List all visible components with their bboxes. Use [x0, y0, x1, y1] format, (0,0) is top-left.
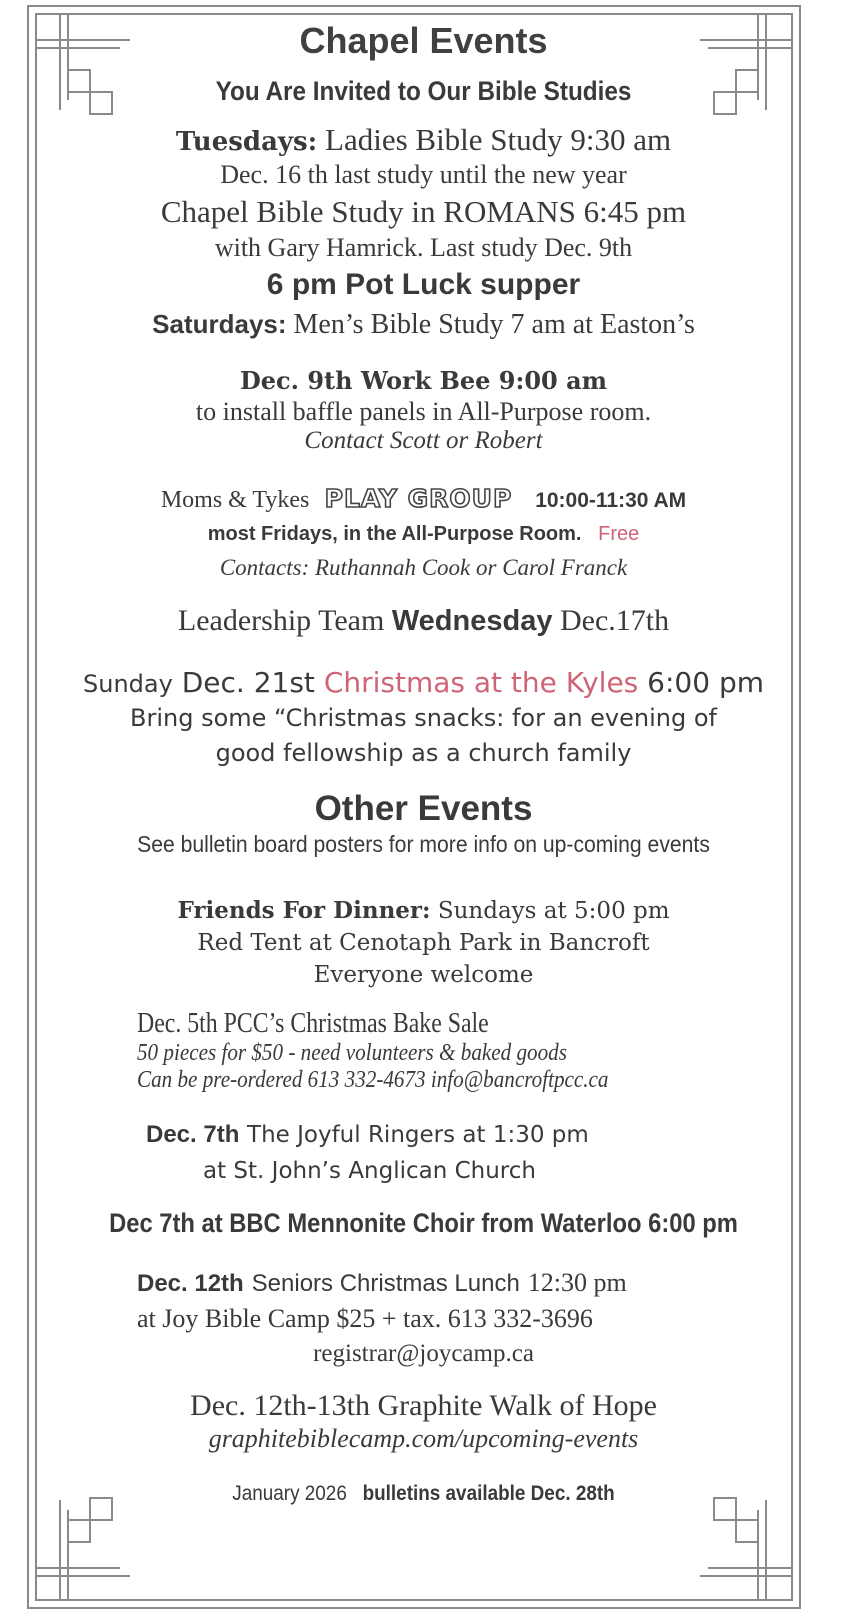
playgroup-where: most Fridays, in the All-Purpose Room. — [207, 523, 582, 545]
bakesale-line3: Can be pre-ordered 613 332-4673 info@bancroftpcc.ca — [137, 1067, 609, 1093]
christmas-line1: Bring some “Christmas snacks: for an evening of — [130, 704, 717, 732]
playgroup-time: 10:00-11:30 AM — [535, 489, 687, 512]
playgroup-where-line — [0, 523, 847, 546]
friends-when: Sundays at 5:00 pm — [437, 898, 670, 924]
bakesale-line2: 50 pieces for $50 - need volunteers & baked goods — [137, 1040, 567, 1066]
christmas-time: 6:00 pm — [647, 666, 764, 699]
footer-note: bulletins available Dec. 28th — [362, 1482, 615, 1505]
ringers-line1: The Joyful Ringers at 1:30 pm — [247, 1122, 589, 1148]
other-events-subtitle: See bulletin board posters for more info on up-coming events — [137, 831, 710, 857]
leadership-day: Wednesday — [391, 605, 553, 637]
playgroup-free: Free — [598, 523, 640, 545]
seniors-line2-text: at Joy Bible Camp $25 + tax. 613 332-3696 — [137, 1304, 593, 1333]
playgroup-prefix: Moms & Tykes — [160, 487, 310, 513]
playgroup-line — [0, 484, 847, 514]
corner-ornament-bottom-left — [36, 1498, 130, 1600]
workbee-title: Dec. 9th Work Bee 9:00 am — [239, 366, 608, 395]
bakesale-title: Dec. 5th PCC’s Christmas Bake Sale — [137, 1008, 489, 1039]
leadership-prefix: Leadership Team — [177, 604, 385, 637]
saturdays-line — [0, 309, 847, 341]
christmas-date: Dec. 21st — [181, 666, 315, 699]
friends-line2: Red Tent at Cenotaph Park in Bancroft — [197, 930, 650, 956]
tuesdays-ladies-line — [0, 122, 847, 158]
saturdays-text: Men’s Bible Study 7 am at Easton’s — [293, 309, 695, 340]
ringers-line — [146, 1120, 589, 1149]
christmas-line2: good fellowship as a church family — [215, 739, 632, 767]
seniors-line — [137, 1268, 627, 1298]
footer-month: January 2026 — [232, 1482, 347, 1505]
playgroup-contacts: Contacts: Ruthannah Cook or Carol Franck — [219, 555, 628, 580]
seniors-line2 — [137, 1304, 593, 1334]
ringers-date: Dec. 7th — [146, 1121, 240, 1148]
friends-label: Friends For Dinner: — [177, 897, 431, 924]
workbee-line2: Contact Scott or Robert — [304, 427, 543, 454]
bakesale-block — [137, 1008, 673, 1094]
christmas-event: Christmas at the Kyles — [323, 666, 639, 699]
corner-ornament-bottom-right — [700, 1498, 792, 1600]
page-title: Chapel Events — [299, 20, 548, 61]
ladies-study: Ladies Bible Study 9:30 am — [325, 122, 672, 157]
seniors-date: Dec. 12th — [137, 1270, 244, 1297]
workbee-line1: to install baffle panels in All-Purpose room. — [195, 397, 652, 426]
tuesdays-label: Tuesdays: — [175, 127, 318, 157]
chapel-study: Chapel Bible Study in ROMANS 6:45 pm — [160, 194, 687, 229]
graphite-url: graphitebiblecamp.com/upcoming-events — [208, 1424, 639, 1453]
seniors-time: 12:30 pm — [527, 1268, 627, 1297]
saturdays-label: Saturdays: — [152, 309, 287, 339]
playgroup-name: PLAY GROUP — [324, 484, 513, 513]
ringers-line2: at St. John’s Anglican Church — [203, 1158, 536, 1184]
christmas-sunday: Sunday — [83, 670, 173, 698]
friends-line — [0, 897, 847, 924]
seniors-email: registrar@joycamp.ca — [313, 1340, 534, 1367]
potluck-supper: 6 pm Pot Luck supper — [266, 268, 581, 301]
choir-line: Dec 7th at BBC Mennonite Choir from Waterloo 6:00 pm — [109, 1208, 738, 1238]
seniors-event: Seniors Christmas Lunch — [251, 1270, 520, 1297]
christmas-line — [0, 666, 847, 699]
leadership-date: Dec.17th — [559, 604, 670, 637]
leadership-line — [0, 604, 847, 638]
chapel-note: with Gary Hamrick. Last study Dec. 9th — [214, 233, 633, 262]
friends-line3: Everyone welcome — [313, 962, 534, 988]
invite-heading: You Are Invited to Our Bible Studies — [215, 76, 632, 106]
graphite-title: Dec. 12th-13th Graphite Walk of Hope — [190, 1389, 657, 1422]
ladies-note: Dec. 16 th last study until the new year — [220, 160, 627, 189]
other-events-title: Other Events — [314, 789, 533, 828]
footer-line — [42, 1482, 804, 1506]
